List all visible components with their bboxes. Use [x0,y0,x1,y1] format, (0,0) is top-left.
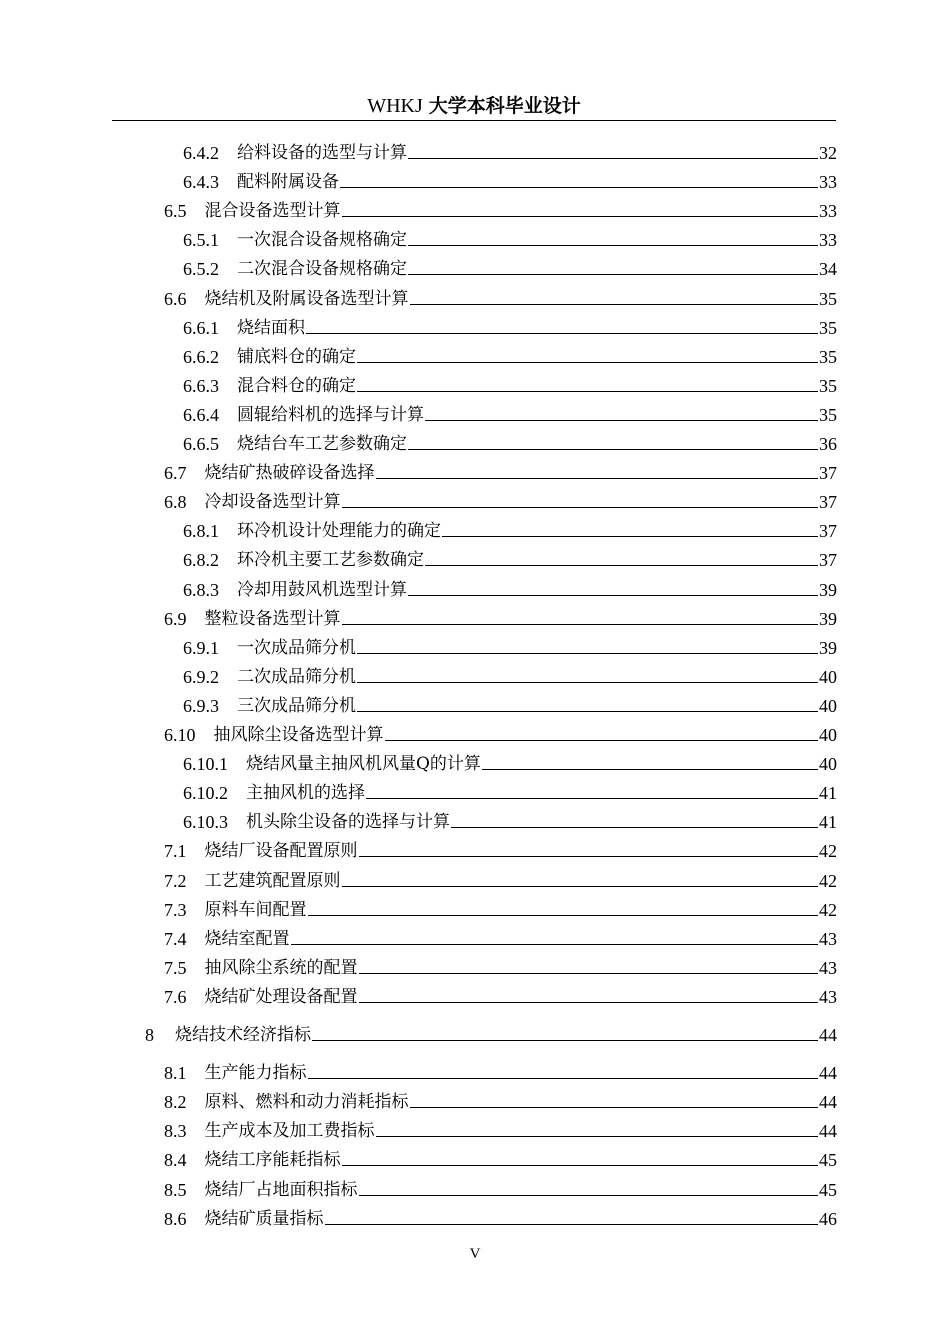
toc-entry-page: 44 [819,1121,837,1142]
toc-entry[interactable] [164,1059,837,1083]
toc-leader-line [357,362,818,363]
toc-entry-page: 42 [819,899,837,920]
toc-entry[interactable] [183,634,837,658]
toc-entry-title: 给料设备的选型与计算 [237,143,407,163]
toc-entry-title: 二次混合设备规格确定 [237,259,407,280]
toc-leader-line [357,653,818,654]
toc-entry-number: 6.9 [164,608,187,629]
toc-entry-page: 37 [819,463,837,484]
toc-entry-number: 6.4.2 [183,143,219,163]
toc-leader-line [408,245,818,246]
toc-entry-page: 40 [819,725,837,745]
toc-entry[interactable] [164,867,837,891]
toc-entry-number: 6.8.2 [183,550,219,571]
toc-entry[interactable] [183,401,837,425]
toc-entry-title: 烧结矿热破碎设备选择 [204,463,375,484]
toc-entry[interactable] [164,925,837,949]
toc-entry[interactable] [164,605,837,629]
toc-entry-page: 33 [819,201,837,222]
toc-entry-page: 32 [819,143,837,163]
toc-entry-number: 6.10.1 [183,754,228,775]
toc-entry-number: 7.1 [164,841,187,862]
toc-entry-page: 36 [819,434,837,454]
toc-leader-line [366,798,818,799]
toc-leader-line [357,711,818,712]
toc-entry[interactable] [164,983,837,1007]
toc-entry-number: 6.6.4 [183,404,219,425]
toc-entry-page: 40 [819,666,837,687]
toc-entry-number: 6.4.3 [183,172,219,193]
toc-leader-line [408,595,818,596]
toc-entry-number: 6.6.5 [183,434,219,454]
toc-entry[interactable] [183,808,837,832]
toc-entry-number: 7.2 [164,870,187,891]
toc-entry[interactable] [164,488,837,512]
toc-entry-page: 40 [819,754,837,775]
toc-entry-title: 整粒设备选型计算 [204,608,341,629]
toc-entry-number: 7.4 [164,928,187,949]
toc-entry-title: 烧结矿质量指标 [204,1208,324,1229]
toc-leader-line [410,1107,819,1108]
toc-entry[interactable] [183,750,837,774]
toc-entry-title: 冷却设备选型计算 [204,492,341,513]
toc-entry-number: 6.9.3 [183,695,219,716]
toc-entry-title: 三次成品筛分机 [237,695,356,716]
toc-entry-page: 35 [819,375,837,396]
toc-entry-title: 环冷机设计处理能力的确定 [237,521,441,542]
toc-leader-line [357,682,818,683]
toc-entry[interactable] [164,1176,837,1200]
toc-leader-line [408,158,818,159]
toc-entry[interactable] [183,663,837,687]
toc-leader-line [325,1224,819,1225]
toc-entry-title: 配料附属设备 [237,172,339,193]
toc-leader-line [342,1165,819,1166]
page-number: V [469,1246,481,1262]
toc-entry-page: 45 [819,1150,837,1171]
toc-entry[interactable] [183,139,837,163]
toc-entry-title: 混合设备选型计算 [204,201,341,222]
toc-entry-number: 6.6.2 [183,346,219,367]
toc-entry-title: 原料、燃料和动力消耗指标 [204,1092,409,1113]
toc-entry-title: 烧结工序能耗指标 [204,1150,341,1171]
toc-entry-title: 烧结机及附属设备选型计算 [204,288,409,309]
toc-entry-page: 43 [819,986,837,1007]
toc-entry-page: 37 [819,550,837,571]
toc-leader-line [376,478,819,479]
toc-entry-number: 8.2 [164,1092,187,1113]
toc-entry-number: 6.8 [164,492,187,513]
toc-leader-line [342,216,819,217]
toc-entry-number: 6.8.3 [183,579,219,600]
toc-entry-page: 35 [819,288,837,309]
toc-leader-line [340,187,818,188]
toc-entry[interactable] [183,314,837,338]
toc-entry[interactable] [183,226,837,250]
toc-entry-page: 35 [819,404,837,425]
toc-leader-line [410,304,819,305]
toc-entry-page: 44 [819,1063,837,1084]
toc-leader-line [312,1040,818,1041]
toc-entry-title: 烧结室配置 [204,928,290,949]
toc-entry[interactable] [164,837,837,861]
toc-entry-number: 6.9.1 [183,637,219,658]
toc-entry-number: 6.10.3 [183,812,228,833]
toc-leader-line [442,536,818,537]
toc-entry-title: 生产能力指标 [204,1063,307,1084]
toc-entry-number: 6.5 [164,201,187,222]
toc-entry-page: 43 [819,957,837,978]
toc-leader-line [385,740,819,741]
toc-entry-title: 烧结厂占地面积指标 [204,1179,358,1200]
toc-entry-number: 8.5 [164,1179,187,1200]
toc-entry-number: 7.5 [164,957,187,978]
toc-entry[interactable] [164,197,837,221]
toc-leader-line [291,944,819,945]
toc-entry-number: 7.6 [164,986,187,1007]
toc-entry[interactable] [164,1117,837,1141]
toc-entry[interactable] [183,255,837,279]
toc-entry-page: 37 [819,521,837,542]
toc-entry-page: 33 [819,230,837,251]
toc-entry-number: 6.6 [164,288,187,309]
toc-entry[interactable] [183,546,837,570]
toc-entry-page: 45 [819,1179,837,1200]
toc-entry-page: 41 [819,812,837,833]
toc-entry-number: 6.10 [164,725,196,745]
toc-entry[interactable] [183,430,837,454]
toc-leader-line [451,827,818,828]
toc-entry-page: 34 [819,259,837,280]
toc-entry[interactable] [183,576,837,600]
toc-entry-title: 一次混合设备规格确定 [237,230,407,251]
toc-entry-number: 6.8.1 [183,521,219,542]
toc-entry[interactable] [164,721,837,745]
toc-entry-number: 6.7 [164,463,187,484]
toc-leader-line [342,624,819,625]
toc-entry-title: 冷却用鼓风机选型计算 [237,579,407,600]
toc-entry-page: 44 [819,1025,837,1045]
toc-entry-page: 44 [819,1092,837,1113]
toc-leader-line [342,886,819,887]
toc-entry[interactable] [183,372,837,396]
toc-entry-title: 环冷机主要工艺参数确定 [237,550,424,571]
toc-entry-page: 37 [819,492,837,513]
toc-entry[interactable] [183,168,837,192]
toc-entry-title: 圆辊给料机的选择与计算 [237,404,424,425]
toc-entry-page: 35 [819,317,837,338]
toc-entry-page: 33 [819,172,837,193]
toc-leader-line [306,333,818,334]
toc-entry-number: 6.6.1 [183,317,219,338]
toc-leader-line [359,1195,819,1196]
toc-entry-page: 35 [819,346,837,367]
toc-entry-number: 7.3 [164,899,187,920]
toc-leader-line [308,915,819,916]
toc-leader-line [425,565,818,566]
toc-entry[interactable] [183,343,837,367]
toc-leader-line [359,973,819,974]
toc-entry[interactable] [164,1146,837,1170]
toc-entry[interactable] [164,459,837,483]
toc-entry[interactable] [145,1021,837,1045]
toc-leader-line [359,856,819,857]
toc-entry-title: 烧结厂设备配置原则 [204,841,358,862]
toc-leader-line [308,1078,819,1079]
toc-entry-title: 烧结风量主抽风机风量Q的计算 [246,754,481,775]
toc-entry-title: 铺底料仓的确定 [237,346,356,367]
toc-leader-line [357,391,818,392]
toc-entry-title: 一次成品筛分机 [237,637,356,658]
toc-entry-title: 二次成品筛分机 [237,666,356,687]
toc-entry-number: 8 [145,1025,154,1045]
toc-entry-number: 8.3 [164,1121,187,1142]
toc-leader-line [342,507,819,508]
toc-entry-number: 6.5.2 [183,259,219,280]
toc-entry-number: 8.6 [164,1208,187,1229]
toc-entry[interactable] [183,692,837,716]
toc-entry[interactable] [164,896,837,920]
toc-entry-title: 主抽风机的选择 [246,783,365,804]
toc-entry-page: 39 [819,637,837,658]
toc-leader-line [408,449,818,450]
toc-entry-title: 抽风除尘设备选型计算 [213,725,384,745]
toc-entry-page: 40 [819,695,837,716]
toc-entry-title: 抽风除尘系统的配置 [204,957,358,978]
toc-entry-number: 6.9.2 [183,666,219,687]
toc-entry-page: 39 [819,608,837,629]
toc-entry[interactable] [164,1205,837,1229]
toc-entry-title: 混合料仓的确定 [237,375,356,396]
toc-entry-page: 39 [819,579,837,600]
toc-leader-line [425,420,818,421]
toc-entry[interactable] [164,285,837,309]
toc-entry-title: 烧结面积 [237,317,305,338]
toc-entry-page: 46 [819,1208,837,1229]
toc-entry-title: 原料车间配置 [204,899,307,920]
toc-entry-title: 生产成本及加工费指标 [204,1121,375,1142]
toc-leader-line [376,1136,819,1137]
toc-entry-page: 41 [819,783,837,804]
toc-entry[interactable] [164,1088,837,1112]
toc-entry-title: 烧结技术经济指标 [175,1025,311,1045]
toc-entry[interactable] [183,779,837,803]
toc-entry-number: 8.1 [164,1063,187,1084]
toc-entry-page: 42 [819,841,837,862]
toc-entry-title: 烧结台车工艺参数确定 [237,434,407,454]
toc-leader-line [359,1002,819,1003]
toc-entry-number: 6.6.3 [183,375,219,396]
toc-leader-line [482,769,818,770]
toc-entry-page: 43 [819,928,837,949]
toc-entry-page: 42 [819,870,837,891]
toc-entry-number: 6.5.1 [183,230,219,251]
toc-entry[interactable] [183,517,837,541]
toc-entry[interactable] [164,954,837,978]
toc-entry-title: 烧结矿处理设备配置 [204,986,358,1007]
toc-entry-number: 6.10.2 [183,783,228,804]
toc-entry-number: 8.4 [164,1150,187,1171]
toc-entry-title: 工艺建筑配置原则 [204,870,341,891]
header-code: WHKJ [367,95,423,117]
toc-leader-line [408,274,818,275]
header-title: 大学本科毕业设计 [428,95,581,117]
toc-entry-title: 机头除尘设备的选择与计算 [246,812,450,833]
